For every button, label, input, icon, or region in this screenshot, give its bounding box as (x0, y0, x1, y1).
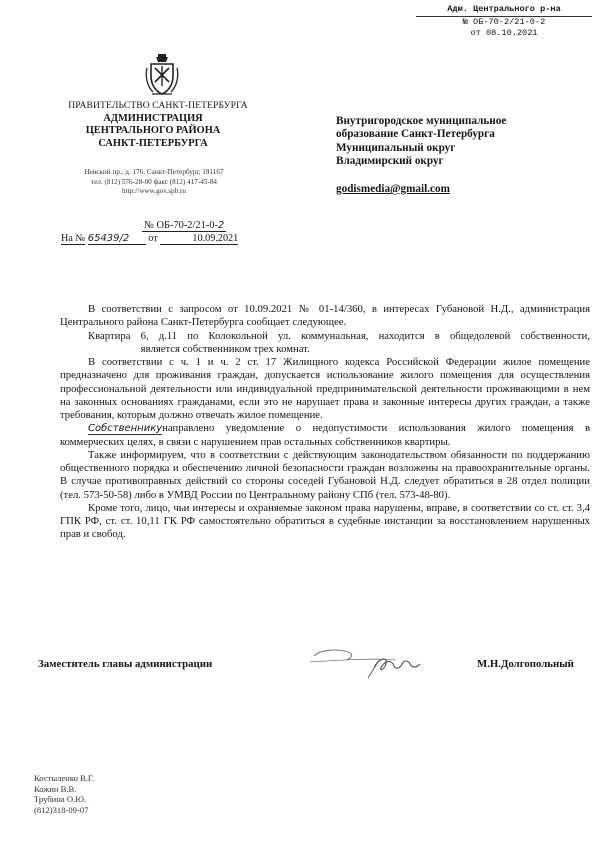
handwritten-insert: Собственнику (88, 423, 163, 435)
coat-of-arms-icon (144, 52, 180, 98)
recipient-email[interactable]: godismedia@gmail.com (336, 183, 450, 195)
paragraph-housing-code: В соответствии с ч. 1 и ч. 2 ст. 17 Жилищного кодекса Российской Федерации жилое помещение предназначено для проживания граждан, допускается использование жилого помещения для осуществления профессиональной деятельности или индивидуальной предпринимательской деятельности проживающими в нем на законных основаниях гражданами, если это не нарушает права и законные интересы других граждан, а также требования, которым должно отвечать жилое помещение. (60, 356, 590, 421)
recipient-line: Владимирский округ (336, 155, 444, 168)
reply-date: 10.09.2021 (160, 233, 238, 245)
executors-block (34, 773, 94, 815)
government-title: ПРАВИТЕЛЬСТВО САНКТ-ПЕТЕРБУРГА (68, 100, 248, 111)
address-line: Невский пр., д. 176, Санкт-Петербург, 191167 (84, 168, 224, 176)
stamp-office: Адм. Центрального р-на (447, 4, 561, 14)
executor-line: Костыленко В.Г. (34, 773, 95, 783)
paragraph-apartment: Квартира 6, д.11 по Колокольной ул. коммунальная, находится в общедолевой собственности, является собственником трех комнат. (88, 329, 590, 355)
letter-body (60, 303, 590, 542)
handwritten-signature (300, 638, 446, 684)
stamp-number: № ОБ-70-2/21-0-2 (462, 17, 546, 27)
recipient-block (336, 115, 586, 169)
admin-line: ЦЕНТРАЛЬНОГО РАЙОНА (85, 125, 221, 137)
recipient-line: Внутригородское муниципальное (336, 115, 507, 127)
paragraph-request: В соответствии с запросом от 10.09.2021 № 01-14/360, в интересах Губановой Н.Д., администрация Центрального района Санкт-Петербурга сообщает следующее. (60, 303, 590, 329)
executor-line: Кожин В.В. (34, 783, 77, 794)
from-label: от (148, 233, 158, 244)
executor-phone: (812)318-09-07 (34, 804, 89, 815)
recipient-line: образование Санкт-Петербурга (336, 128, 495, 141)
admin-line: САНКТ-ПЕТЕРБУРГА (98, 137, 208, 149)
paragraph-police: Также информируем, что в соответствии с действующим законодательством обязанности по поддержанию общественного порядка и обеспечению личной безопасности граждан возложены на правоохранительные органы. В случае противоправных действий со стороны соседей Губановой Н.Д. следует обратиться в 28 отдел полиции (тел. 573-50-58) либо в УМВД России по Центральному району СПб (тел. 573-48-80). (60, 448, 590, 501)
sender-address (54, 168, 254, 197)
registration-stamp (414, 4, 594, 39)
recipient-line: Муниципальный округ (336, 141, 456, 154)
reply-prefix: На № (61, 233, 86, 244)
handwritten-suffix: 2 (217, 220, 225, 231)
phone-line: тел. (812) 576-28-00 факс (812) 417-45-84 (90, 177, 218, 186)
outgoing-number-value: № ОБ-70-2/21-0-2 (144, 220, 225, 231)
outgoing-number (142, 220, 226, 232)
signatory-title: Заместитель главы администрации (38, 658, 213, 670)
paragraph-court: Кроме того, лицо, чьи интересы и охраняемые законом права нарушены, вправе, в соответствии со ст. ст. 3,4 ГПК РФ, ст. ст. 10,11 ГК РФ самостоятельно обратиться в судебные инстанции за восстановлением нарушенных прав и свобод. (60, 501, 590, 541)
website-line: http://www.gov.spb.ru (122, 187, 186, 196)
signatory-name: М.Н.Долгопольный (477, 658, 574, 670)
administration-name (62, 113, 244, 150)
reply-reference (61, 233, 238, 245)
stamp-date: от 08.10.2021 (470, 28, 538, 38)
paragraph-notice: Собственникунаправлено уведомление о недопустимости использования жилого помещения в коммерческих целях, в связи с нарушением прав остальных собственников квартиры. (60, 422, 590, 448)
admin-line: АДМИНИСТРАЦИЯ (103, 113, 203, 124)
reply-number-handwritten: 65439/2 (88, 233, 146, 245)
executor-line: Трубина О.Ю. (34, 794, 87, 804)
